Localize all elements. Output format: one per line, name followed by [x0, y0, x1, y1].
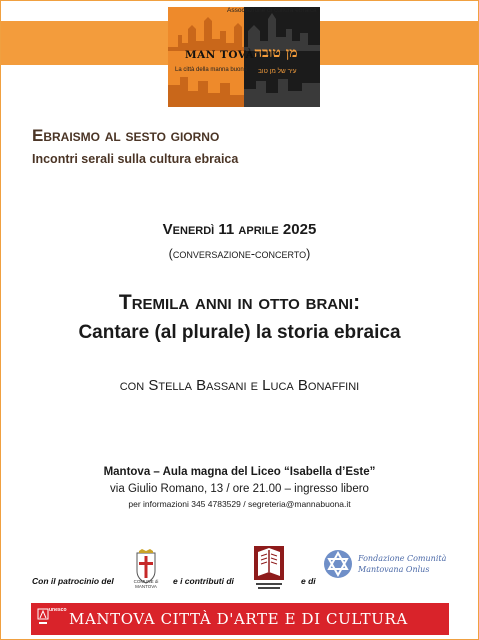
patronage-label: Con il patrocinio del: [32, 576, 114, 586]
performers: con Stella Bassani e Luca Bonaffini: [119, 377, 360, 394]
series-title: Ebraismo al sesto giorno: [32, 126, 220, 145]
logo-subtitle-hebrew: עיר של מן טוב: [258, 68, 297, 75]
logo-subtitle-latin: La città della manna buona: [175, 67, 248, 73]
series-subtitle: Incontri serali sulla cultura ebraica: [32, 152, 239, 166]
event-title: Tremila anni in otto brani:: [118, 291, 361, 314]
event-type: (conversazione-concerto): [168, 247, 311, 261]
and-label: e di: [301, 576, 316, 586]
unesco-label: unesco: [49, 607, 67, 613]
event-subtitle: Cantare (al plurale) la storia ebraica: [78, 322, 401, 343]
contributions-label: e i contributi di: [173, 576, 234, 586]
franchetti-foundation-logo-icon: [254, 546, 284, 592]
event-date: Venerdì 11 aprile 2025: [162, 221, 317, 238]
logo-title-latin: MAN TOVÀ: [185, 49, 255, 61]
venue-location: Mantova – Aula magna del Liceo “Isabella d’Este”: [103, 466, 376, 478]
comunita-name: Fondazione Comunità Mantovana Onlus: [358, 554, 447, 574]
contact-info: per informazioni 345 4783529 / segreteria@mannabuona.it: [128, 499, 351, 509]
footer-banner-text: MANTOVA CITTÀ D'ARTE E DI CULTURA: [69, 610, 408, 628]
logo-title-hebrew: מן טובה: [254, 45, 298, 61]
comune-label: COMUNE di MANTOVA: [133, 579, 159, 589]
venue-address: via Giulio Romano, 13 / ore 21.00 – ingresso libero: [110, 483, 369, 495]
logo-tagline: Associazione di cultura ebraica: [227, 7, 317, 14]
star-of-david-logo-icon: [321, 549, 355, 579]
